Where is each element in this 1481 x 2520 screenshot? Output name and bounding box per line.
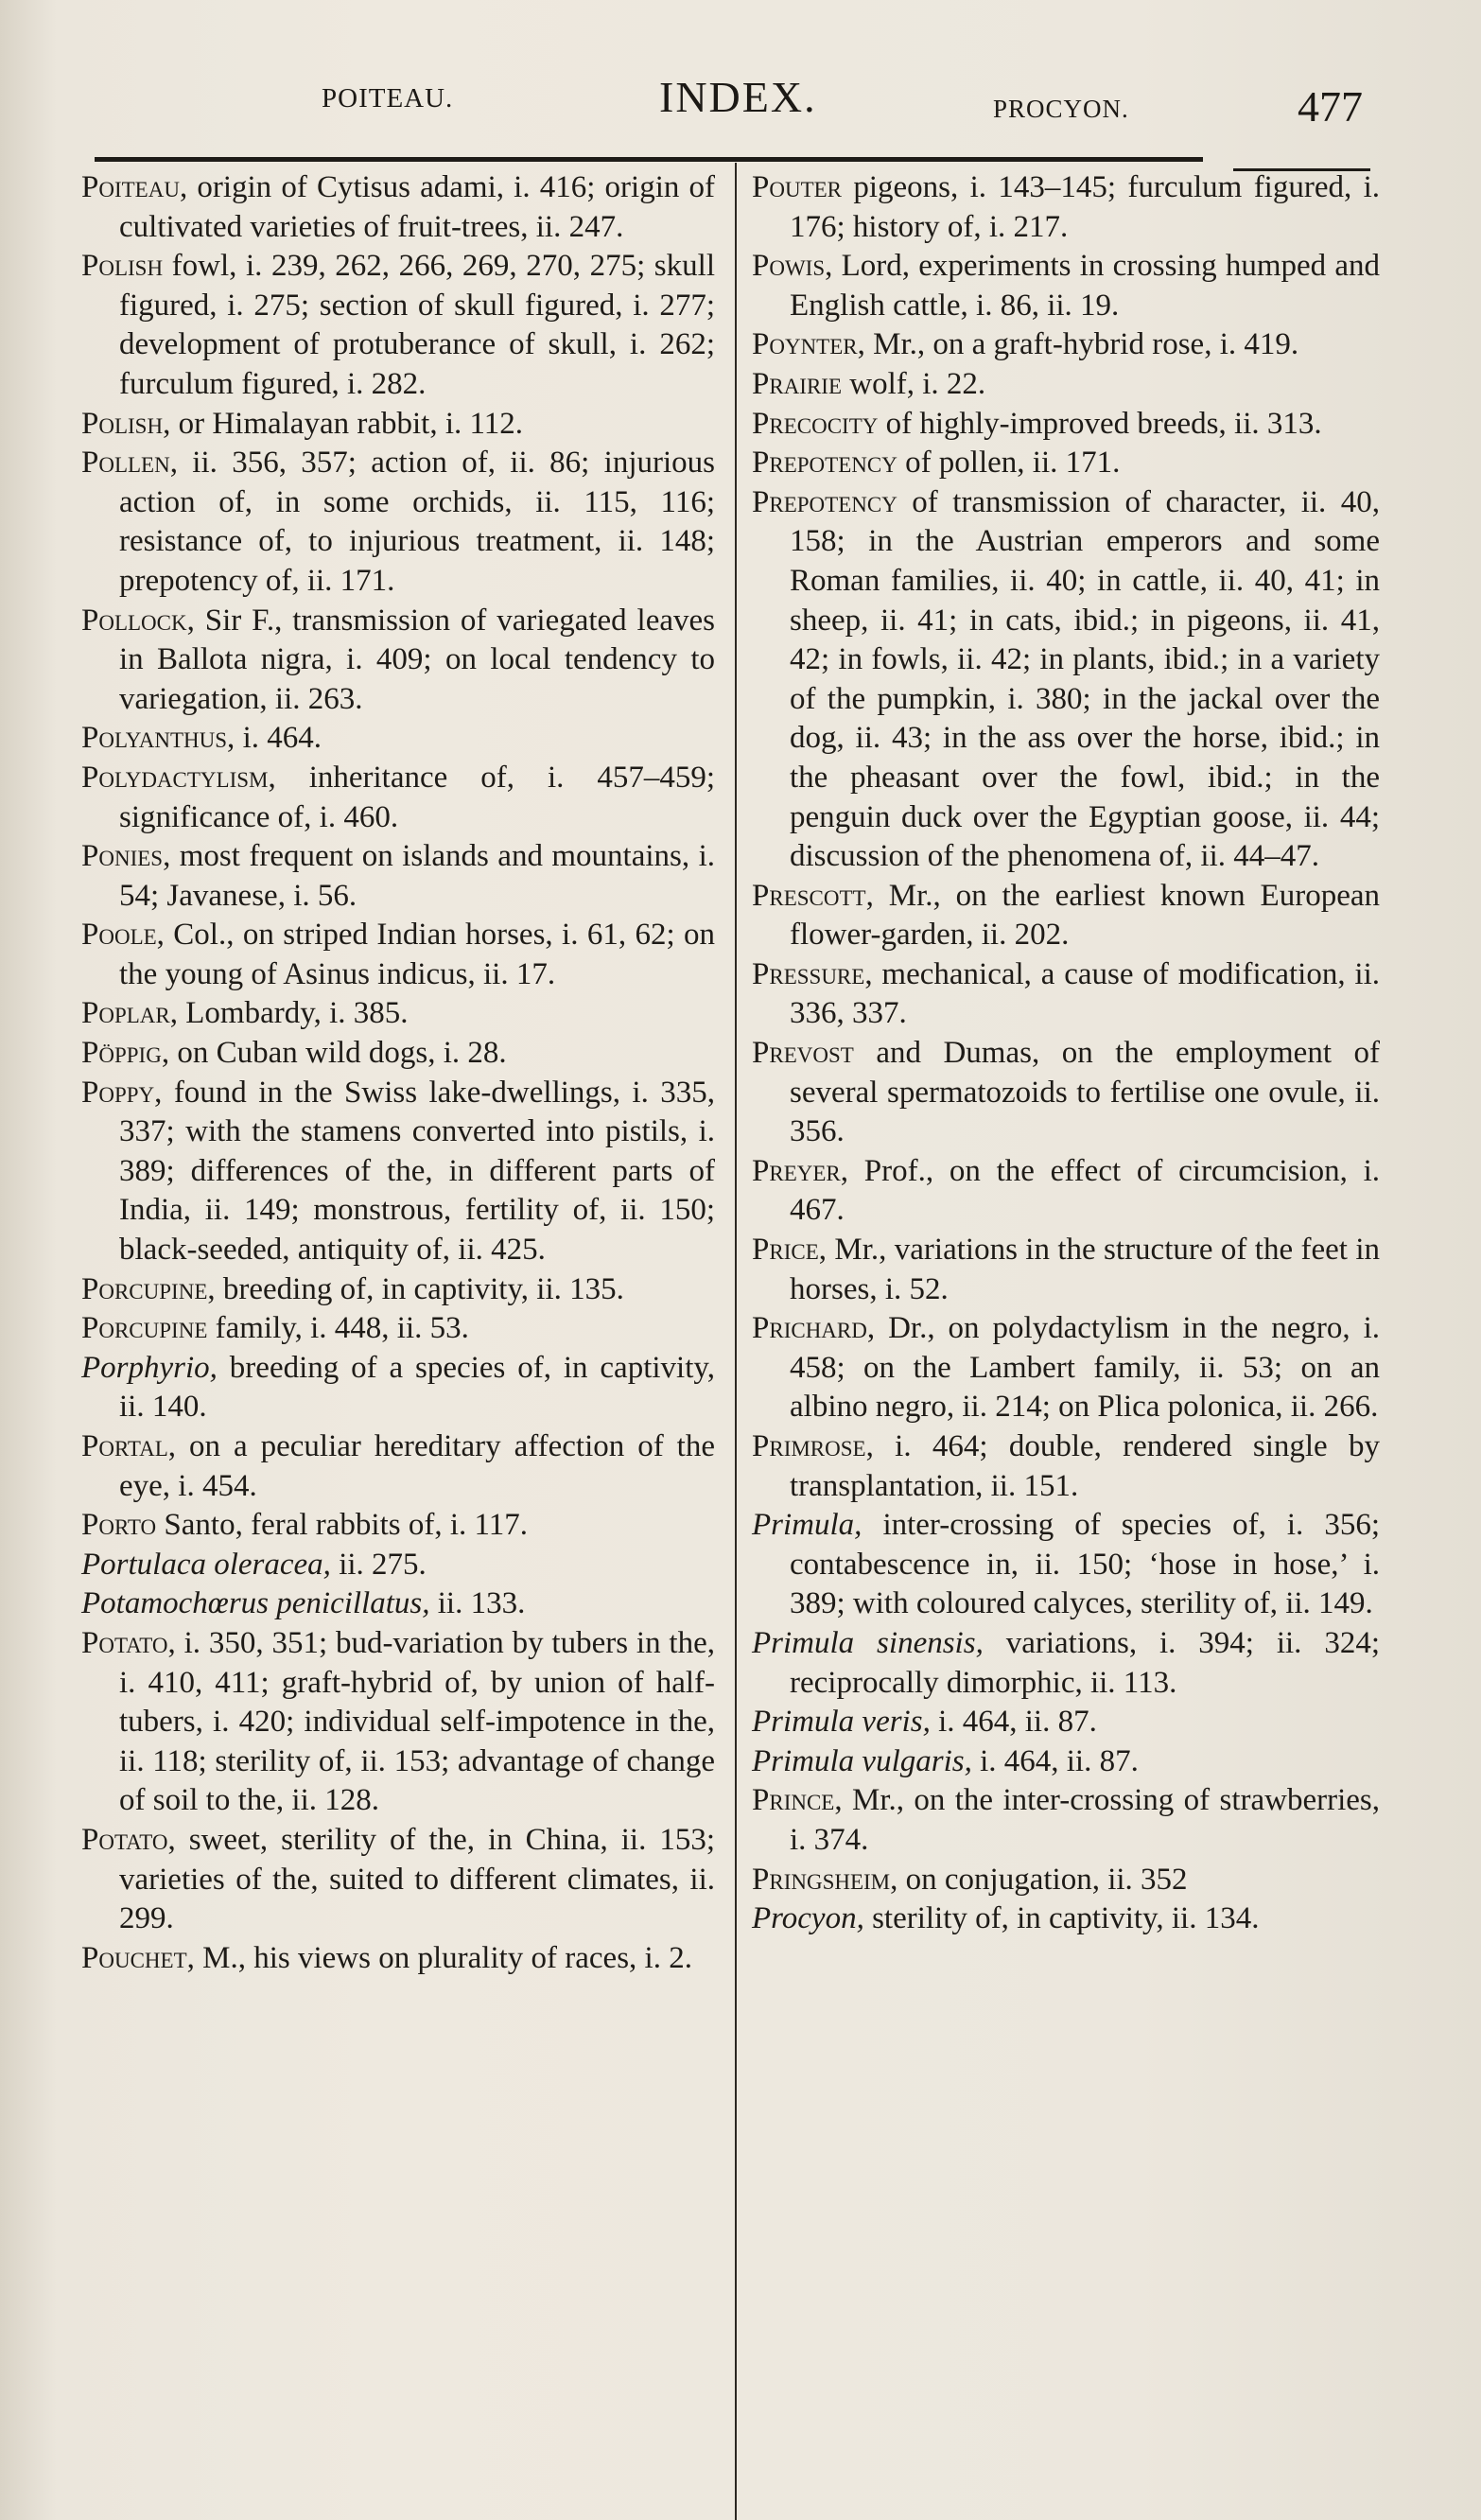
index-entry-text: most frequent on islands and mountains, i. 54; Javanese, i. 56. [119, 839, 715, 913]
index-entry-text: Col., on striped Indian horses, i. 61, 62; on the young of Asinus indicus, ii. 17. [119, 918, 715, 991]
index-entry-text: i. 350, 351; bud-variation by tubers in the, i. 410, 411; graft-hybrid of, by union of half-tubers, i. 420; individual self-impotence in the, ii. 118; sterility of, ii. 153; advantage of change of soil to the, ii. 128. [119, 1625, 715, 1818]
index-entry-heading: Portal, [81, 1429, 177, 1463]
index-entry-text: or Himalayan rabbit, i. 112. [170, 406, 524, 441]
index-entry-text: Mr., on the earliest known European flower-garden, ii. 202. [790, 878, 1380, 953]
running-head-title: INDEX. [659, 73, 817, 121]
index-entry-text: Mr., on a graft-hybrid rose, i. 419. [864, 327, 1299, 362]
page-number: 477 [1298, 82, 1363, 131]
index-entry-heading: Pringsheim, [752, 1862, 898, 1897]
index-entry-heading: Polydactylism, [81, 760, 276, 795]
index-entry [752, 1899, 1380, 1939]
index-entry-heading: Prince, [752, 1783, 843, 1818]
index-entry [752, 483, 1380, 877]
index-entry-heading: Procyon, [752, 1901, 864, 1936]
index-entry-heading: Primula sinensis, [752, 1625, 984, 1660]
index-entry-heading: Poplar, [81, 996, 179, 1031]
index-entry-text: Mr., on the inter-crossing of strawberries, i. 374. [790, 1783, 1380, 1857]
index-entry-heading: Prairie [752, 366, 843, 401]
header-rule [95, 157, 1203, 162]
index-entry-heading: Pressure, [752, 956, 873, 991]
index-entry-heading: Porphyrio, [81, 1350, 218, 1385]
index-entry [752, 1742, 1380, 1782]
index-entry [752, 1427, 1380, 1506]
index-entry [752, 1781, 1380, 1860]
index-entry-text: i. 464, ii. 87. [971, 1743, 1139, 1778]
index-entry [752, 877, 1380, 955]
index-entry-text: sweet, sterility of the, in China, ii. 153; varieties of the, suited to different climates, ii. 299. [119, 1822, 715, 1936]
index-entry-text: breeding of, in captivity, ii. 135. [215, 1271, 624, 1306]
index-entry-heading: Price, [752, 1233, 827, 1268]
index-entry-text: ii. 356, 357; action of, ii. 86; injurious action of, in some orchids, ii. 115, 116; resistance of, to injurious treatment, ii. 148; prepotency of, ii. 171. [119, 446, 715, 598]
index-entry-text: Mr., variations in the structure of the feet in horses, i. 52. [790, 1233, 1380, 1306]
index-entry [752, 1231, 1380, 1309]
index-entry [752, 325, 1380, 365]
index-entry [752, 955, 1380, 1034]
index-entry-heading: Prichard, [752, 1311, 876, 1346]
index-entry [81, 168, 715, 247]
index-entry-heading: Polyanthus, [81, 721, 235, 756]
index-entry-heading: Potato, [81, 1625, 176, 1660]
running-head-left: POITEAU. [322, 83, 454, 114]
index-entry-text: variations, i. 394; ii. 324; reciprocally dimorphic, ii. 113. [790, 1625, 1380, 1700]
index-entry [81, 1349, 715, 1427]
index-entry [81, 405, 715, 445]
index-entry [752, 1861, 1380, 1900]
index-entry-text: on conjugation, ii. 352 [897, 1862, 1188, 1897]
index-entry [752, 1309, 1380, 1427]
index-entry [752, 1703, 1380, 1742]
index-entry-text: breeding of a species of, in captivity, ii. 140. [119, 1350, 715, 1425]
index-entry-heading: Primrose, [752, 1429, 874, 1463]
index-entry-heading: Porcupine, [81, 1271, 216, 1306]
index-entry-heading: Pollock, [81, 603, 195, 638]
index-entry [81, 1074, 715, 1270]
index-entry [81, 1821, 715, 1939]
index-entry-text: inheritance of, i. 457–459; significance of, i. 460. [119, 760, 715, 834]
index-entry-text: Lord, experiments in crossing humped and English cattle, i. 86, ii. 19. [790, 249, 1380, 323]
index-entry-text: Dr., on polydactylism in the negro, i. 458; on the Lambert family, ii. 53; on an albino negro, ii. 214; on Plica polonica, ii. 266. [790, 1311, 1380, 1425]
index-entry [81, 1546, 715, 1585]
index-entry-heading: Prescott, [752, 878, 874, 913]
index-entry-text: family, i. 448, ii. 53. [207, 1311, 469, 1346]
index-entry-text: of transmission of character, ii. 40, 158; in the Austrian emperors and some Roman families, ii. 40; in cattle, ii. 40, 41; in sheep, ii. 41; in cats, ibid.; in pigeons, ii. 41, 42; in fowls, ii. 42; in plants, ibid.; in a variety of the pumpkin, i. 380; in the jackal over the dog, ii. 43; in the ass over the horse, ibid.; in the pheasant over the fowl, ibid.; in the penguin duck over the Egyptian goose, ii. 44; discussion of the phenomena of, ii. 44–47. [790, 484, 1380, 874]
index-entry-heading: Prevost [752, 1036, 854, 1071]
index-entry-heading: Potato, [81, 1822, 176, 1857]
index-entry-text: found in the Swiss lake-dwellings, i. 335, 337; with the stamens converted into pistils, i. 389; differences of the, in different parts of India, ii. 149; monstrous, fertility of, ii. 150; black-seeded, antiquity of, ii. 425. [119, 1075, 715, 1268]
index-entry [752, 365, 1380, 405]
index-entry-heading: Pöppig, [81, 1036, 170, 1071]
index-entry-heading: Prepotency [752, 446, 897, 481]
column-divider [735, 163, 737, 2520]
index-entry-text: Santo, feral rabbits of, i. 117. [156, 1508, 529, 1543]
index-entry [81, 994, 715, 1034]
index-entry-text: inter-crossing of species of, i. 356; contabescence in, ii. 150; ‘hose in hose,’ i. 389; with coloured calyces, sterility of, ii. 149. [790, 1508, 1380, 1621]
index-entry [752, 247, 1380, 325]
index-entry [752, 444, 1380, 483]
index-entry-text: of highly-improved breeds, ii. 313. [878, 406, 1322, 441]
index-entry-heading: Porcupine [81, 1311, 208, 1346]
index-entry-text: ii. 275. [330, 1547, 427, 1582]
index-entry [81, 247, 715, 404]
index-entry-heading: Pouchet, [81, 1940, 195, 1975]
index-entry-heading: Precocity [752, 406, 879, 441]
index-entry-heading: Primula, [752, 1508, 862, 1543]
index-column-left [81, 168, 715, 1978]
index-entry [81, 444, 715, 601]
index-entry-heading: Ponies, [81, 839, 171, 874]
index-entry-heading: Powis, [752, 249, 833, 284]
index-entry-text: i. 464. [235, 721, 322, 756]
index-entry [81, 1506, 715, 1546]
index-entry-text: of pollen, ii. 171. [897, 446, 1121, 481]
index-entry-text: fowl, i. 239, 262, 266, 269, 270, 275; skull figured, i. 275; section of skull figured, i. 277; development of protuberance of skull, i. 262; furculum figured, i. 282. [119, 249, 715, 401]
index-entry [81, 1584, 715, 1624]
index-entry-heading: Portulaca oleracea, [81, 1547, 331, 1582]
index-entry-heading: Polish, [81, 406, 171, 441]
index-entry-text: mechanical, a cause of modification, ii. 336, 337. [790, 956, 1380, 1031]
index-entry-text: M., his views on plurality of races, i. 2. [194, 1940, 692, 1975]
index-entry-text: and Dumas, on the employment of several spermatozoids to fertilise one ovule, ii. 356. [790, 1036, 1380, 1149]
index-entry [81, 719, 715, 759]
index-entry-text: wolf, i. 22. [842, 366, 986, 401]
index-entry-heading: Polish [81, 249, 164, 284]
index-entry-heading: Primula veris, [752, 1705, 931, 1740]
index-entry [752, 1152, 1380, 1231]
index-entry-text: i. 464; double, rendered single by transplantation, ii. 151. [790, 1429, 1380, 1503]
index-entry-text: on Cuban wild dogs, i. 28. [169, 1036, 507, 1071]
index-entry-text: pigeons, i. 143–145; furculum figured, i. 176; history of, i. 217. [790, 170, 1380, 244]
index-entry-heading: Prepotency [752, 484, 897, 519]
index-entry-text: origin of Cytisus adami, i. 416; origin of cultivated varieties of fruit-trees, ii. 247. [119, 170, 715, 244]
index-entry [81, 602, 715, 720]
index-entry-heading: Potamochœrus penicillatus, [81, 1586, 430, 1621]
index-entry [752, 1624, 1380, 1703]
index-entry [81, 837, 715, 916]
index-entry-text: on a peculiar hereditary affection of the eye, i. 454. [119, 1429, 715, 1503]
index-entry-heading: Preyer, [752, 1153, 848, 1188]
index-entry-text: ii. 133. [429, 1586, 526, 1621]
index-column-right [752, 168, 1380, 1939]
index-entry [752, 405, 1380, 445]
index-entry-heading: Porto [81, 1508, 157, 1543]
index-entry [81, 1034, 715, 1074]
index-entry [81, 1270, 715, 1310]
index-entry-text: Lombardy, i. 385. [178, 996, 409, 1031]
running-head-right: PROCYON. [993, 95, 1129, 123]
index-entry-text: sterility of, in captivity, ii. 134. [863, 1901, 1260, 1936]
index-entry-heading: Pollen, [81, 446, 178, 481]
index-entry-text: Sir F., transmission of variegated leaves in Ballota nigra, i. 409; on local tendency to variegation, ii. 263. [119, 603, 715, 716]
index-entry [81, 1624, 715, 1821]
index-entry [752, 168, 1380, 247]
index-entry [81, 1427, 715, 1506]
index-entry-heading: Poiteau, [81, 170, 188, 204]
index-entry [81, 916, 715, 994]
index-entry-heading: Poynter, [752, 327, 865, 362]
index-entry-text: i. 464, ii. 87. [930, 1705, 1097, 1740]
index-entry-heading: Pouter [752, 170, 843, 204]
index-entry [81, 759, 715, 837]
index-entry-heading: Primula vulgaris, [752, 1743, 972, 1778]
index-entry [81, 1309, 715, 1349]
index-entry-text: Prof., on the effect of circumcision, i. 467. [790, 1153, 1380, 1228]
index-entry-heading: Poppy, [81, 1075, 163, 1110]
index-entry [752, 1506, 1380, 1624]
index-entry [81, 1939, 715, 1979]
index-entry [752, 1034, 1380, 1152]
index-entry-heading: Poole, [81, 918, 165, 953]
